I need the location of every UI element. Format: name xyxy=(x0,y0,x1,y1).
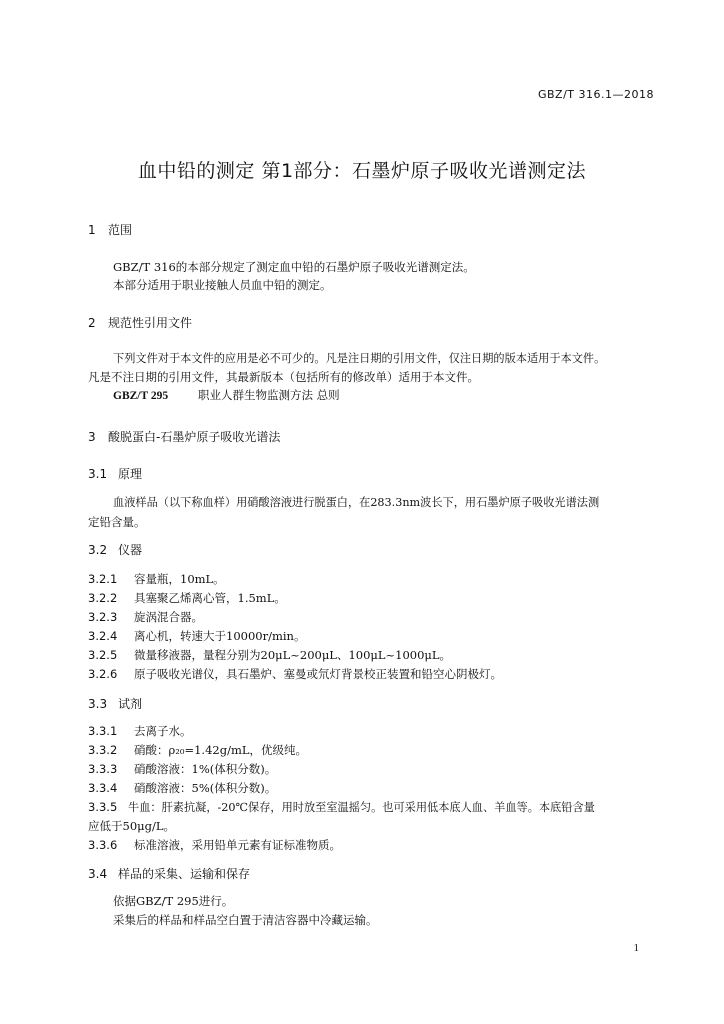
subsection-title: 试剂 xyxy=(118,697,143,711)
item-text: 硝酸溶液：5%(体积分数)。 xyxy=(134,781,277,795)
section-number: 2 xyxy=(88,316,96,330)
subsection-number: 3.1 xyxy=(88,467,108,481)
section-heading-3 xyxy=(88,429,280,445)
item-number: 3.2.5 xyxy=(88,648,118,662)
list-item-continuation xyxy=(88,818,175,834)
section-heading-2 xyxy=(88,315,192,331)
list-item xyxy=(88,837,341,853)
item-number: 3.2.1 xyxy=(88,572,118,586)
item-text: 标准溶液，采用铅单元素有证标准物质。 xyxy=(134,838,341,852)
list-item xyxy=(88,761,276,777)
item-number: 3.2.4 xyxy=(88,629,118,643)
list-item xyxy=(88,666,502,682)
item-number: 3.2.2 xyxy=(88,591,118,605)
reference-title: 职业人群生物监测方法 总则 xyxy=(198,388,340,402)
subsection-heading-3-4 xyxy=(88,866,250,882)
subsection-title: 仪器 xyxy=(118,543,143,557)
subsection-heading-3-3 xyxy=(88,696,142,712)
list-item xyxy=(88,723,192,739)
item-number: 3.3.5 xyxy=(88,800,118,814)
item-number: 3.3.4 xyxy=(88,781,118,795)
item-text: 硝酸：ρ₂₀=1.42g/mL，优级纯。 xyxy=(134,743,307,757)
subsection-number: 3.3 xyxy=(88,697,108,711)
item-text: 牛血：肝素抗凝，-20℃保存，用时放至室温摇匀。也可采用低本底人血、羊血等。本底铅含量 xyxy=(128,801,595,814)
item-number: 3.3.1 xyxy=(88,724,118,738)
section-heading-1 xyxy=(88,222,132,238)
page-number: 1 xyxy=(633,942,639,954)
subsection-title: 原理 xyxy=(118,467,143,481)
item-number: 3.3.6 xyxy=(88,838,118,852)
item-text: 原子吸收光谱仪，具石墨炉、塞曼或氘灯背景校正装置和铅空心阴极灯。 xyxy=(134,667,502,681)
item-text: 硝酸溶液：1%(体积分数)。 xyxy=(134,762,277,776)
normative-reference xyxy=(113,387,340,404)
section-number: 1 xyxy=(88,223,96,237)
list-item xyxy=(88,628,305,644)
item-number: 3.3.2 xyxy=(88,743,118,757)
item-text: 去离子水。 xyxy=(134,724,192,738)
paragraph: 依据GBZ/T 295进行。 xyxy=(113,894,234,908)
section-title: 范围 xyxy=(108,223,133,237)
list-item xyxy=(88,590,286,606)
section-title: 规范性引用文件 xyxy=(108,316,193,330)
item-text: 离心机，转速大于10000r/min。 xyxy=(134,629,306,643)
subsection-heading-3-2 xyxy=(88,542,142,558)
paragraph: GBZ/T 316的本部分规定了测定血中铅的石墨炉原子吸收光谱测定法。 xyxy=(113,260,475,274)
item-number: 3.2.3 xyxy=(88,610,118,624)
standard-code: GBZ/T 316.1—2018 xyxy=(537,88,654,101)
paragraph: 本部分适用于职业接触人员血中铅的测定。 xyxy=(113,278,332,292)
paragraph-line: 血液样品（以下称血样）用硝酸溶液进行脱蛋白，在283.3nm波长下，用石墨炉原子吸收光谱法测 xyxy=(113,496,600,509)
section-number: 3 xyxy=(88,430,96,444)
subsection-heading-3-1 xyxy=(88,466,142,482)
paragraph-line: 下列文件对于本文件的应用是必不可少的。凡是注日期的引用文件，仅注日期的版本适用于本文件。 xyxy=(113,352,606,365)
subsection-number: 3.2 xyxy=(88,543,108,557)
reference-code: GBZ/T 295 xyxy=(113,390,169,402)
list-item xyxy=(88,647,451,663)
subsection-title: 样品的采集、运输和保存 xyxy=(118,867,251,881)
list-item xyxy=(88,742,307,758)
paragraph: 采集后的样品和样品空白置于清洁容器中冷藏运输。 xyxy=(113,913,378,927)
item-number: 3.2.6 xyxy=(88,667,118,681)
item-text: 应低于50μg/L。 xyxy=(88,819,175,833)
item-text: 容量瓶，10mL。 xyxy=(134,572,225,586)
subsection-number: 3.4 xyxy=(88,867,108,881)
section-title: 酸脱蛋白-石墨炉原子吸收光谱法 xyxy=(108,430,281,444)
paragraph-line: 凡是不注日期的引用文件，其最新版本（包括所有的修改单）适用于本文件。 xyxy=(88,370,479,384)
list-item xyxy=(88,799,595,816)
item-text: 微量移液器，量程分别为20μL~200μL、100μL~1000μL。 xyxy=(134,648,452,662)
list-item xyxy=(88,780,276,796)
list-item xyxy=(88,609,203,625)
item-text: 旋涡混合器。 xyxy=(134,610,203,624)
item-number: 3.3.3 xyxy=(88,762,118,776)
list-item xyxy=(88,571,225,587)
item-text: 具塞聚乙烯离心管，1.5mL。 xyxy=(134,591,286,605)
paragraph-line: 定铅含量。 xyxy=(88,515,146,529)
document-title: 血中铅的测定 第1部分：石墨炉原子吸收光谱测定法 xyxy=(137,160,587,182)
